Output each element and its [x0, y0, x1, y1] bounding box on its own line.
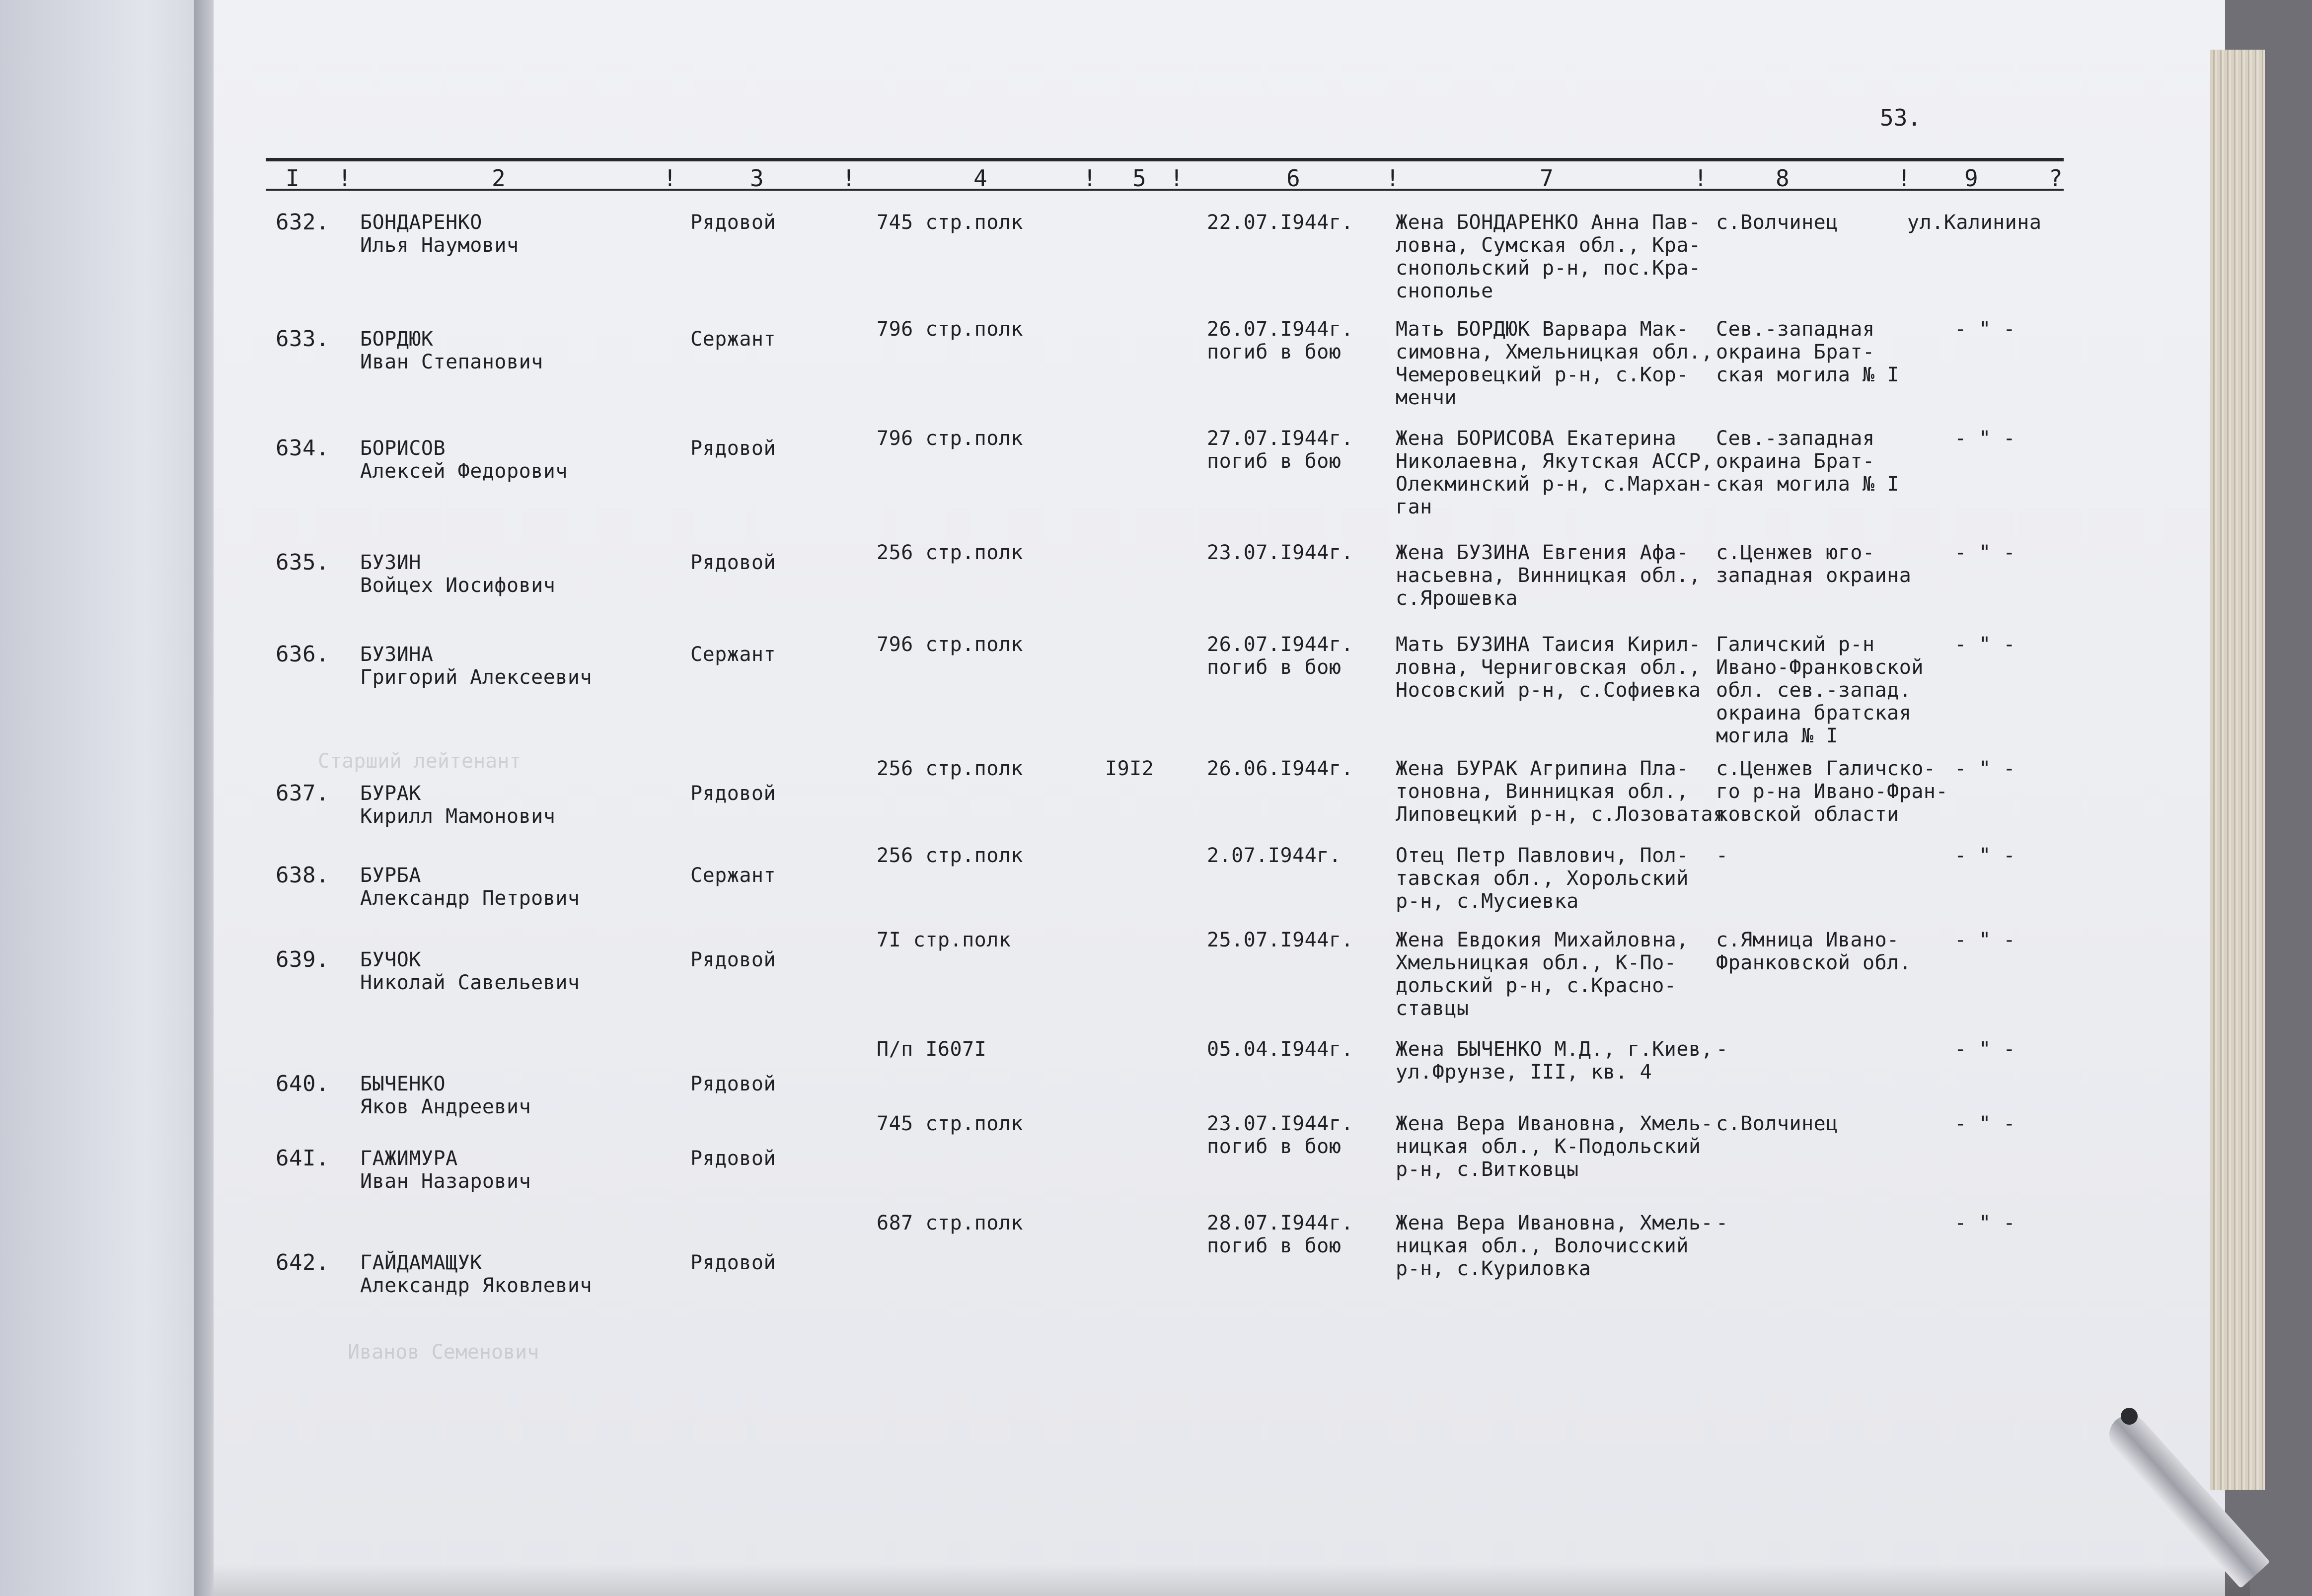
military-unit: 256 стр.полк [877, 844, 1023, 867]
burial-place: с.Ценжев Галичско- го р-на Ивано-Фран- ковской области [1716, 757, 1948, 826]
relative-info: Отец Петр Павлович, Пол- тавская обл., Хорольский р-н, с.Мусиевка [1396, 844, 1689, 913]
previous-page-edge [0, 0, 209, 1596]
soldier-name: БУРАК Кирилл Мамонович [360, 782, 556, 828]
relative-info: Жена Евдокия Михайловна, Хмельницкая обл., К-По- дольский р-н, с.Красно- ставцы [1396, 929, 1689, 1020]
military-unit: 687 стр.полк [877, 1212, 1023, 1234]
column-9-value: - " - [1954, 1038, 2015, 1061]
rank: Рядовой [690, 551, 776, 574]
column-header-1: I [286, 165, 299, 192]
column-9-value: - " - [1954, 1212, 2015, 1234]
military-unit: 256 стр.полк [877, 541, 1023, 564]
rank: Сержант [690, 328, 776, 351]
date-of-death: 26.06.I944г. [1207, 757, 1353, 780]
column-header-4: ! [663, 165, 677, 192]
column-header-18: ? [2049, 165, 2063, 192]
entry-number: 638. [276, 863, 329, 888]
column-header-16: ! [1897, 165, 1911, 192]
rank: Рядовой [690, 1073, 776, 1095]
date-of-death: 27.07.I944г. погиб в бою [1207, 427, 1353, 473]
column-9-value: - " - [1954, 1112, 2015, 1135]
entry-number: 637. [276, 781, 329, 806]
relative-info: Жена Вера Ивановна, Хмель- ницкая обл., Волочисский р-н, с.Куриловка [1396, 1212, 1714, 1280]
date-of-death: 25.07.I944г. [1207, 929, 1353, 951]
column-header-11: 6 [1286, 165, 1300, 192]
header-bottom-rule [266, 189, 2064, 191]
column-9-value: - " - [1954, 929, 2015, 951]
burial-place: с.Ценжев юго- западная окраина [1716, 541, 1912, 587]
entry-number: 633. [276, 326, 329, 352]
soldier-name: БОРИСОВ Алексей Федорович [360, 437, 568, 483]
column-header-2: ! [338, 165, 352, 192]
relative-info: Жена БУЗИНА Евгения Афа- насьевна, Винницкая обл., с.Ярошевка [1396, 541, 1701, 610]
bleed-through-text: Старший лейтенант [318, 750, 522, 773]
military-unit: 796 стр.полк [877, 633, 1023, 656]
entry-number: 642. [276, 1250, 329, 1275]
column-9-value: - " - [1954, 541, 2015, 564]
relative-info: Жена БОРИСОВА Екатерина Николаевна, Якутская АССР, Олекминский р-н, с.Мархан- ган [1396, 427, 1714, 518]
soldier-name: ГАЖИМУРА Иван Назарович [360, 1147, 531, 1193]
burial-place: - [1716, 1038, 1728, 1061]
header-top-rule [266, 158, 2064, 161]
date-of-death: 22.07.I944г. [1207, 211, 1353, 234]
soldier-name: БУРБА Александр Петрович [360, 864, 580, 910]
column-9-value: - " - [1954, 844, 2015, 867]
page-stack-edge [2210, 50, 2265, 1490]
page-shadow [214, 1564, 2250, 1596]
pen-tip [2121, 1408, 2138, 1425]
date-of-death: 05.04.I944г. [1207, 1038, 1353, 1061]
column-9-value: - " - [1954, 633, 2015, 656]
relative-info: Жена БОНДАРЕНКО Анна Пав- ловна, Сумская обл., Кра- снопольский р-н, пос.Кра- снополье [1396, 211, 1701, 302]
column-header-10: ! [1170, 165, 1184, 192]
rank: Рядовой [690, 1251, 776, 1274]
rank: Рядовой [690, 948, 776, 971]
date-of-death: 23.07.I944г. погиб в бою [1207, 1112, 1353, 1158]
entry-number: 640. [276, 1071, 329, 1096]
military-unit: П/п I607I [877, 1038, 987, 1061]
column-header-6: ! [842, 165, 856, 192]
burial-place: Галичский р-н Ивано-Франковской обл. сев.-запад. окраина братская могила № I [1716, 633, 1924, 747]
relative-info: Мать БУЗИНА Таисия Кирил- ловна, Черниговская обл., Носовский р-н, с.Софиевка [1396, 633, 1701, 702]
date-of-death: 26.07.I944г. погиб в бою [1207, 318, 1353, 363]
soldier-name: БУЗИН Войцех Иосифович [360, 551, 556, 597]
column-header-5: 3 [750, 165, 764, 192]
column-9-value: - " - [1954, 318, 2015, 341]
column-9-value: ул.Калинина [1907, 211, 2042, 234]
entry-number: 639. [276, 947, 329, 972]
entry-number: 632. [276, 210, 329, 235]
column-header-9: 5 [1132, 165, 1146, 192]
burial-place: с.Волчинец [1716, 211, 1838, 234]
rank: Рядовой [690, 211, 776, 234]
date-of-death: 26.07.I944г. погиб в бою [1207, 633, 1353, 679]
soldier-name: БУЧОК Николай Савельевич [360, 948, 580, 994]
burial-place: с.Волчинец [1716, 1112, 1838, 1135]
burial-place: - [1716, 1212, 1728, 1234]
burial-place: Сев.-западная окраина Брат- ская могила № I [1716, 318, 1899, 386]
page-number: 53. [1880, 104, 1922, 131]
military-unit: 256 стр.полк [877, 757, 1023, 780]
entry-number: 636. [276, 642, 329, 667]
burial-place: - [1716, 844, 1728, 867]
column-9-value: - " - [1954, 427, 2015, 450]
soldier-name: ГАЙДАМАЩУК Александр Яковлевич [360, 1251, 593, 1297]
column-header-13: 7 [1540, 165, 1554, 192]
rank: Рядовой [690, 1147, 776, 1170]
burial-place: с.Ямница Ивано- Франковской обл. [1716, 929, 1912, 974]
column-header-7: 4 [973, 165, 987, 192]
rank: Рядовой [690, 437, 776, 460]
column-header-3: 2 [492, 165, 506, 192]
entry-number: 635. [276, 550, 329, 575]
date-of-death: 28.07.I944г. погиб в бою [1207, 1212, 1353, 1257]
rank: Сержант [690, 643, 776, 666]
birth-year: I9I2 [1105, 757, 1154, 780]
military-unit: 796 стр.полк [877, 427, 1023, 450]
date-of-death: 23.07.I944г. [1207, 541, 1353, 564]
soldier-name: БОРДЮК Иван Степанович [360, 328, 543, 373]
column-header-15: 8 [1776, 165, 1790, 192]
soldier-name: БУЗИНА Григорий Алексеевич [360, 643, 593, 689]
column-header-14: ! [1694, 165, 1708, 192]
date-of-death: 2.07.I944г. [1207, 844, 1342, 867]
burial-place: Сев.-западная окраина Брат- ская могила № I [1716, 427, 1899, 496]
relative-info: Жена БУРАК Агрипина Пла- тоновна, Винницкая обл., Липовецкий р-н, с.Лозоватая [1396, 757, 1725, 826]
military-unit: 7I стр.полк [877, 929, 1011, 951]
relative-info: Мать БОРДЮК Варвара Мак- симовна, Хмельницкая обл., Чемеровецкий р-н, с.Кор- менчи [1396, 318, 1714, 409]
relative-info: Жена БЫЧЕНКО М.Д., г.Киев, ул.Фрунзе, III, кв. 4 [1396, 1038, 1714, 1084]
column-header-8: ! [1083, 165, 1097, 192]
relative-info: Жена Вера Ивановна, Хмель- ницкая обл., К-Подольский р-н, с.Витковцы [1396, 1112, 1714, 1181]
column-header-12: ! [1386, 165, 1400, 192]
military-unit: 745 стр.полк [877, 1112, 1023, 1135]
soldier-name: БЫЧЕНКО Яков Андреевич [360, 1073, 531, 1118]
rank: Сержант [690, 864, 776, 887]
military-unit: 796 стр.полк [877, 318, 1023, 341]
bleed-through-text: Иванов Семенович [348, 1341, 539, 1364]
column-9-value: - " - [1954, 757, 2015, 780]
column-header-17: 9 [1964, 165, 1978, 192]
soldier-name: БОНДАРЕНКО Илья Наумович [360, 211, 519, 257]
entry-number: 634. [276, 435, 329, 461]
military-unit: 745 стр.полк [877, 211, 1023, 234]
entry-number: 64I. [276, 1146, 329, 1171]
rank: Рядовой [690, 782, 776, 805]
